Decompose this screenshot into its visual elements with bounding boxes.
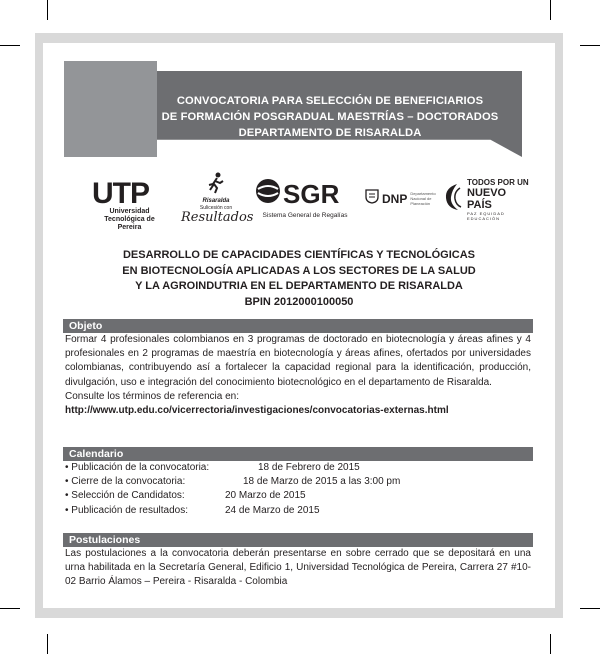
calendar-value: 20 Marzo de 2015 xyxy=(225,490,306,502)
postulaciones-paragraph: Las postulaciones a la convocatoria deberán presentarse en sobre cerrado que se depositará en una urna habilitada en la Secretaría General, Edificio 1, Universidad Tecnológica de Pereira, Carrera 27 #10-02 Barrio Álamos – Pereira - Risaralda - Colombia xyxy=(65,548,531,588)
objeto-consult-text: Consulte los términos de referencia en: xyxy=(65,390,239,402)
sgr-logo xyxy=(255,178,355,220)
objeto-paragraph: Formar 4 profesionales colombianos en 3 programas de doctorado en biotecnología y áreas afines y 4 profesionales en 2 programas de maestría en biotecnología y áreas afines, ofertados por universidades colombianas, contribuyendo así a fortalecer la capacidad regional para la identificación, producción, divulgación, uso e integración del conocimiento biotecnológico en el departamento de Risaralda. xyxy=(65,334,531,388)
calendar-value: 24 de Marzo de 2015 xyxy=(225,504,320,516)
sgr-logo-mark: SGR xyxy=(283,178,340,209)
terms-link[interactable]: http://www.utp.edu.co/vicerrectoria/investigaciones/convocatorias-externas.html xyxy=(65,405,449,417)
project-title-line: EN BIOTECNOLOGÍA APLICADAS A LOS SECTORES DE LA SALUD xyxy=(122,264,476,277)
risaralda-logo-line: Sulicesión con xyxy=(199,205,233,211)
todos-por-un-nuevo-pais-logo xyxy=(441,178,531,221)
header-title-line: DE FORMACIÓN POSGRADUAL MAESTRÍAS – DOCTORADOS xyxy=(161,111,499,123)
risaralda-logo xyxy=(181,172,254,225)
dnp-logo-subtitle: Departamento Nacional de Planeación xyxy=(410,191,436,206)
document-card xyxy=(43,43,555,608)
globe-icon xyxy=(255,178,281,209)
project-title xyxy=(63,248,535,310)
risaralda-logo-line: Resultados xyxy=(181,210,254,225)
coat-of-arms-icon xyxy=(365,188,379,209)
todos-logo-line: TODOS POR UN xyxy=(467,178,529,187)
crop-mark xyxy=(0,608,20,609)
header-title-line: CONVOCATORIA PARA SELECCIÓN DE BENEFICIARIOS xyxy=(176,95,484,107)
utp-logo xyxy=(92,177,167,232)
calendar-value: 18 de Marzo de 2015 a las 3:00 pm xyxy=(243,476,401,488)
calendar-label: • Selección de Candidatos: xyxy=(65,490,185,502)
project-title-line: BPIN 2012000100050 xyxy=(244,295,354,308)
crop-mark xyxy=(47,0,48,20)
utp-logo-subtitle: Universidad Tecnológica de Pereira xyxy=(104,208,155,231)
risaralda-logo-line: Risaralda xyxy=(202,198,230,204)
sgr-logo-subtitle: Sistema General de Regalías xyxy=(262,212,348,219)
header-title xyxy=(157,93,503,141)
calendar-row xyxy=(65,475,531,489)
crop-mark xyxy=(47,634,48,654)
todos-logo-line: NUEVO PAÍS xyxy=(467,187,507,211)
dnp-logo xyxy=(365,188,435,209)
objeto-section xyxy=(65,333,531,418)
calendar-value: 18 de Febrero de 2015 xyxy=(258,462,360,473)
crop-mark xyxy=(0,45,20,46)
project-title-line: DESARROLLO DE CAPACIDADES CIENTÍFICAS Y TECNOLÓGICAS xyxy=(122,249,476,261)
calendar-label: • Publicación de resultados: xyxy=(65,504,189,516)
crop-mark xyxy=(580,45,600,46)
dove-icon xyxy=(441,182,465,217)
calendar-row xyxy=(65,504,531,518)
document-frame xyxy=(35,33,563,618)
todos-logo-line: PAZ EQUIDAD EDUCACIÓN xyxy=(467,211,505,221)
utp-logo-mark: UTP xyxy=(92,177,149,210)
calendar-label: • Publicación de la convocatoria: xyxy=(65,462,210,473)
objeto-heading: Objeto xyxy=(63,319,533,333)
calendar-row xyxy=(65,489,531,503)
header-title-line: DEPARTAMENTO DE RISARALDA xyxy=(238,127,422,139)
calendario-heading: Calendario xyxy=(63,447,533,461)
calendar-row xyxy=(65,461,531,475)
runner-icon xyxy=(181,172,251,198)
calendario-list xyxy=(65,461,531,518)
dnp-logo-mark: DNP xyxy=(382,191,408,206)
header-accent-block xyxy=(64,61,157,157)
logo-strip xyxy=(43,168,555,231)
crop-mark xyxy=(550,0,551,20)
project-title-line: Y LA AGROINDUTRIA EN EL DEPARTAMENTO DE RISARALDA xyxy=(135,280,463,292)
calendar-label: • Cierre de la convocatoria: xyxy=(65,476,186,488)
crop-mark xyxy=(550,634,551,654)
crop-mark xyxy=(580,608,600,609)
postulaciones-heading: Postulaciones xyxy=(63,533,533,547)
